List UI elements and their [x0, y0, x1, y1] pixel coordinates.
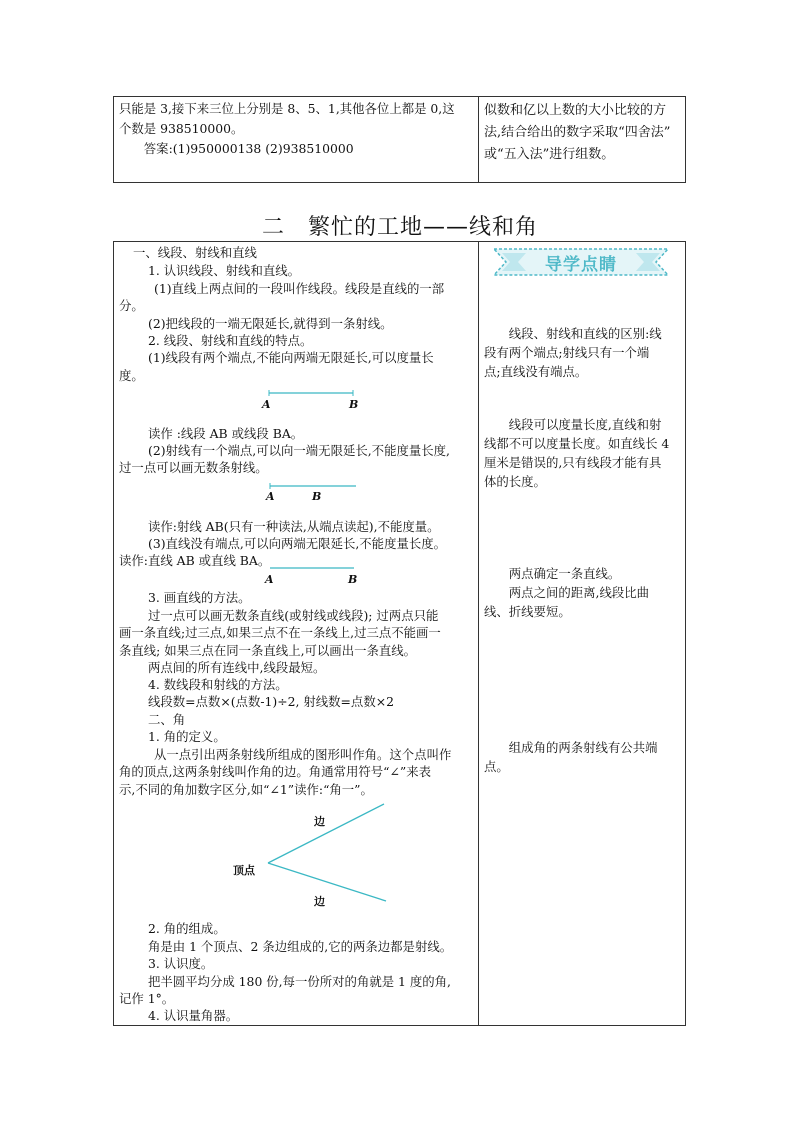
text-line: (1)线段有两个端点,不能向两端无限延长,可以度量长 [148, 350, 434, 365]
note-line: 线、折线要短。 [484, 604, 571, 619]
text-line: (2)把线段的一端无限延长,就得到一条射线。 [148, 316, 393, 331]
text-line: 分。 [119, 298, 144, 313]
angle-vertex-label: 顶点 [233, 864, 255, 877]
top-right-line: 或“五入法”进行组数。 [484, 147, 615, 162]
text-line: 把半圆平均分成 180 份,每一份所对的角就是 1 度的角, [148, 974, 451, 989]
text-line: 过一点可以画无数条直线(或射线或线段); 过两点只能 [148, 608, 439, 623]
main-table-divider [478, 241, 479, 1026]
formula-line: 线段数=点数×(点数-1)÷2, 射线数=点数×2 [148, 694, 394, 709]
top-table-border-left [113, 96, 114, 183]
heading-2: 二、角 [148, 712, 186, 727]
note-line: 两点确定一条直线。 [508, 566, 621, 581]
note-line: 组成角的两条射线有公共端 [508, 740, 658, 755]
heading-1: 一、线段、射线和直线 [133, 245, 257, 260]
subheading: 4. 数线段和射线的方法。 [148, 677, 288, 692]
note-line-types [484, 324, 684, 381]
text-line: 角的顶点,这两条射线叫作角的边。角通常用符号“∠”来表 [119, 764, 431, 779]
note-line: 体的长度。 [484, 474, 546, 489]
note-line: 厘米是错误的,只有线段才能有具 [484, 455, 662, 470]
subheading: 4. 认识量角器。 [148, 1008, 239, 1023]
subheading: 2. 线段、射线和直线的特点。 [148, 333, 313, 348]
ray-label-b: B [312, 490, 322, 503]
text-line: 读作 :线段 AB 或线段 BA。 [148, 426, 304, 441]
text-line: (3)直线没有端点,可以向两端无限延长,不能度量长度。 [148, 536, 447, 551]
text-line: 读作:直线 AB 或直线 BA。 [119, 553, 271, 568]
text-line: 两点间的所有连线中,线段最短。 [148, 660, 326, 675]
text-line: 记作 1°。 [119, 991, 175, 1006]
text-line: 画一条直线;过三点,如果三点不在一条线上,过三点不能画一 [119, 625, 441, 640]
note-two-points [484, 564, 684, 621]
note-line: 线段、射线和直线的区别:线 [508, 326, 662, 341]
subheading: 3. 画直线的方法。 [148, 590, 251, 605]
guide-banner [492, 246, 670, 278]
note-measurement [484, 415, 684, 491]
subheading: 1. 角的定义。 [148, 729, 226, 744]
note-line: 线段可以度量长度,直线和射 [508, 417, 662, 432]
top-right-line: 法,结合给出的数字采取“四舍法” [484, 125, 671, 140]
main-table-border-top [113, 241, 686, 242]
text-line: 过一点可以画无数条射线。 [119, 460, 268, 475]
segment-label-b: B [349, 398, 359, 411]
note-line: 线都不可以度量长度。如直线长 4 [484, 436, 670, 451]
line-label-b: B [348, 573, 358, 586]
top-right-line: 似数和亿以上数的大小比较的方 [484, 103, 667, 118]
text-line: 示,不同的角加数字区分,如“∠1”读作:“角一”。 [119, 782, 373, 797]
note-line: 点。 [484, 759, 509, 774]
text-line: 度。 [119, 368, 144, 383]
line-label-a: A [265, 573, 274, 586]
text-line: 从一点引出两条射线所组成的图形叫作角。这个点叫作 [154, 747, 452, 762]
note-line: 两点之间的距离,线段比曲 [508, 585, 650, 600]
main-table-border-right [685, 241, 686, 1026]
section-title: 二 繁忙的工地——线和角 [261, 215, 538, 240]
main-table-border-left [113, 241, 114, 1026]
text-line: 角是由 1 个顶点、2 条边组成的,它的两条边都是射线。 [148, 939, 453, 954]
subheading: 1. 认识线段、射线和直线。 [148, 263, 301, 278]
banner-text: 导学点睛 [545, 255, 617, 275]
top-left-line: 个数是 938510000。 [119, 121, 244, 136]
top-table-border-top [113, 96, 686, 97]
text-line: 条直线; 如果三点在同一条直线上,可以画出一条直线。 [119, 643, 417, 658]
note-angle [484, 738, 684, 776]
segment-label-a: A [262, 398, 271, 411]
text-line: (2)射线有一个端点,可以向一端无限延长,不能度量长度, [148, 443, 450, 458]
top-left-line: 只能是 3,接下来三位上分别是 8、5、1,其他各位上都是 0,这 [119, 101, 455, 116]
answer-line: 答案:(1)950000138 (2)938510000 [143, 141, 354, 156]
line-figure [268, 562, 358, 574]
top-left-cell [119, 99, 475, 159]
angle-side-label-top: 边 [314, 815, 325, 828]
note-line: 点;直线没有端点。 [484, 364, 588, 379]
top-table-border-right [685, 96, 686, 183]
text-line: (1)直线上两点间的一段叫作线段。线段是直线的一部 [154, 281, 445, 296]
angle-figure [262, 800, 392, 906]
main-table-border-bottom [113, 1025, 686, 1026]
top-table-divider [478, 96, 479, 183]
top-right-cell [484, 100, 684, 166]
text-line: 读作:射线 AB(只有一种读法,从端点读起),不能度量。 [148, 519, 440, 534]
ray-label-a: A [266, 490, 275, 503]
subheading: 2. 角的组成。 [148, 921, 226, 936]
top-table-border-bottom [113, 182, 686, 183]
subheading: 3. 认识度。 [148, 956, 214, 971]
angle-side-label-bottom: 边 [314, 895, 325, 908]
note-line: 段有两个端点;射线只有一个端 [484, 345, 650, 360]
